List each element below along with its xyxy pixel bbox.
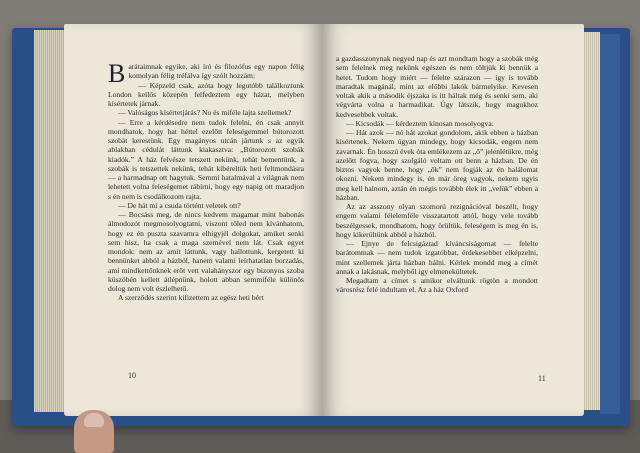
drop-cap: B — [108, 59, 126, 88]
page-number: 11 — [538, 374, 546, 383]
right-page-edges — [582, 32, 600, 410]
paragraph: Megadtam a címet s amikor elváltunk rögtön a mondott városrész felé indultam el. Az a ház Oxford — [336, 276, 538, 295]
paragraph: — Erre a kérdésedre nem tudok felelni, én csak annyit mondhatok, hogy hat héttel ezelőtt feleségemmel bútorozott szobát kerestünk. Egy magányos utcán jártunk s az egyik ablakban cédulát láttunk kiakasztva: „Bútorozott szobák kiadók.” A ház felvésze tetszett nekünk, tehát bementünk, a szobák is tetszettek nekünk, tehát kibéreltük heti feltmondásra — a harmadnap ott hagytuk. Semmi hatalmával a világnak nem lehetett volna feleségemet rábírni, hogy egy napig ott maradjon s én nem is csodálkozom rajta. — [108, 117, 304, 201]
paragraph: — Ejnye de felcsigáztad kíváncsiságomat — felelte barátommak — nem tudok izgatóbbat, érdekesebbet elképzelni, mint szellemek járta házban hálni. Kérlek mondd meg a címét annak a lakásnak, melyből igy elmenekültetek. — [336, 239, 538, 276]
left-page-edges — [34, 30, 66, 412]
paragraph: arátaimnak egyike, aki író és filozófus egy napon félig komolyan félig tréfálva így szólt hozzám: — [128, 62, 304, 81]
page-number: 10 — [128, 371, 136, 380]
paragraph: — Bocsáss meg, de nincs kedvem magamat mint babonás álmodozót megmosolyogtatni, viszont tőled nem kívánhatom, hogy ez én puszta szavamra elhigyjél dolgokat, amiket senki sem hisz, ha csak a maga szemével nem lát. Csak egyet mondok: nem az amit láttunk, vagy hallottunk, kergetett ki bennünket abból a házból, hanem valami leírhatatlan borzadás, ami mindkettőnknek erőt vett valahányszor egy bizonyos szoba küszöbén kellett átlépnünk, holott abban semmiféle különös dolog nem volt észlelhető. — [108, 210, 304, 293]
paragraph: — Képzeld csak, azóta hogy legutóbb találkoztunk London kellős közepén felfedeztem egy házat, melyben kísértetek járnak. — [108, 80, 304, 108]
paragraph: — De hát mi a csuda történt veletek ott? — [118, 200, 241, 210]
paragraph: — Valóságos kísértetjárás? No és miféle lajta szellemek? — [118, 108, 292, 118]
paragraph: — Hát azok — nó hát azokat gondolom, akik ebben a házban kísértenek. Nekem úgyan mindegy, hogy kicsodák, engem nem zavarnak. Én hosszú évek óta emlékezem az „ő” jelenlétükre, még azelőtt fogva, hogy szolgáló voltam ott benn a házban. De én biztos vagyok benne, hogy „ők” nem fogják az én halálomat okozni. Nekem mindegy is, én már öreg vagyok, nekem ugyis meg kell halnom, aztán én mégis továbbb élek itt „velük” ebben a házban. — [336, 128, 538, 202]
right-page — [322, 24, 584, 416]
right-page-text — [336, 54, 538, 295]
paragraph: a gazdasszonynak negyed nap és azt mondtam hogy a szobák még sem felelnek meg nekünk egészen és nem töltjük ki bennük a hetet. Tudom hogy miért — felelte szárazon — így is tovább maradtak magánál, mint az előbbi lakók bármelyike. Kevesen voltak akik a második éjszaka is itt háltak még és senki sem, aki végvárta volna a harmadikat. Úgy látszik, hogy magukhoz kedvesebbek voltak. — [336, 54, 538, 119]
paragraph: Az az asszony olyan szomorú rezignációval beszélt, hogy engem valami félelemféle visszatartott attól, hogy vele tovább beszélgessek, mondhatom, hogy örültük, feleségem is meg én is, hogy kikerültünk abból a házból. — [336, 202, 538, 239]
left-page-text — [108, 59, 304, 303]
paragraph: — Kicsodák — kérdeztem kínosan mosolyogva. — [346, 118, 494, 128]
book-cover-edge — [600, 34, 620, 414]
left-page — [64, 24, 322, 416]
thumbnail — [84, 413, 104, 427]
paragraph: A szerződés szerint kifizettem az egész heti bért — [118, 293, 264, 303]
